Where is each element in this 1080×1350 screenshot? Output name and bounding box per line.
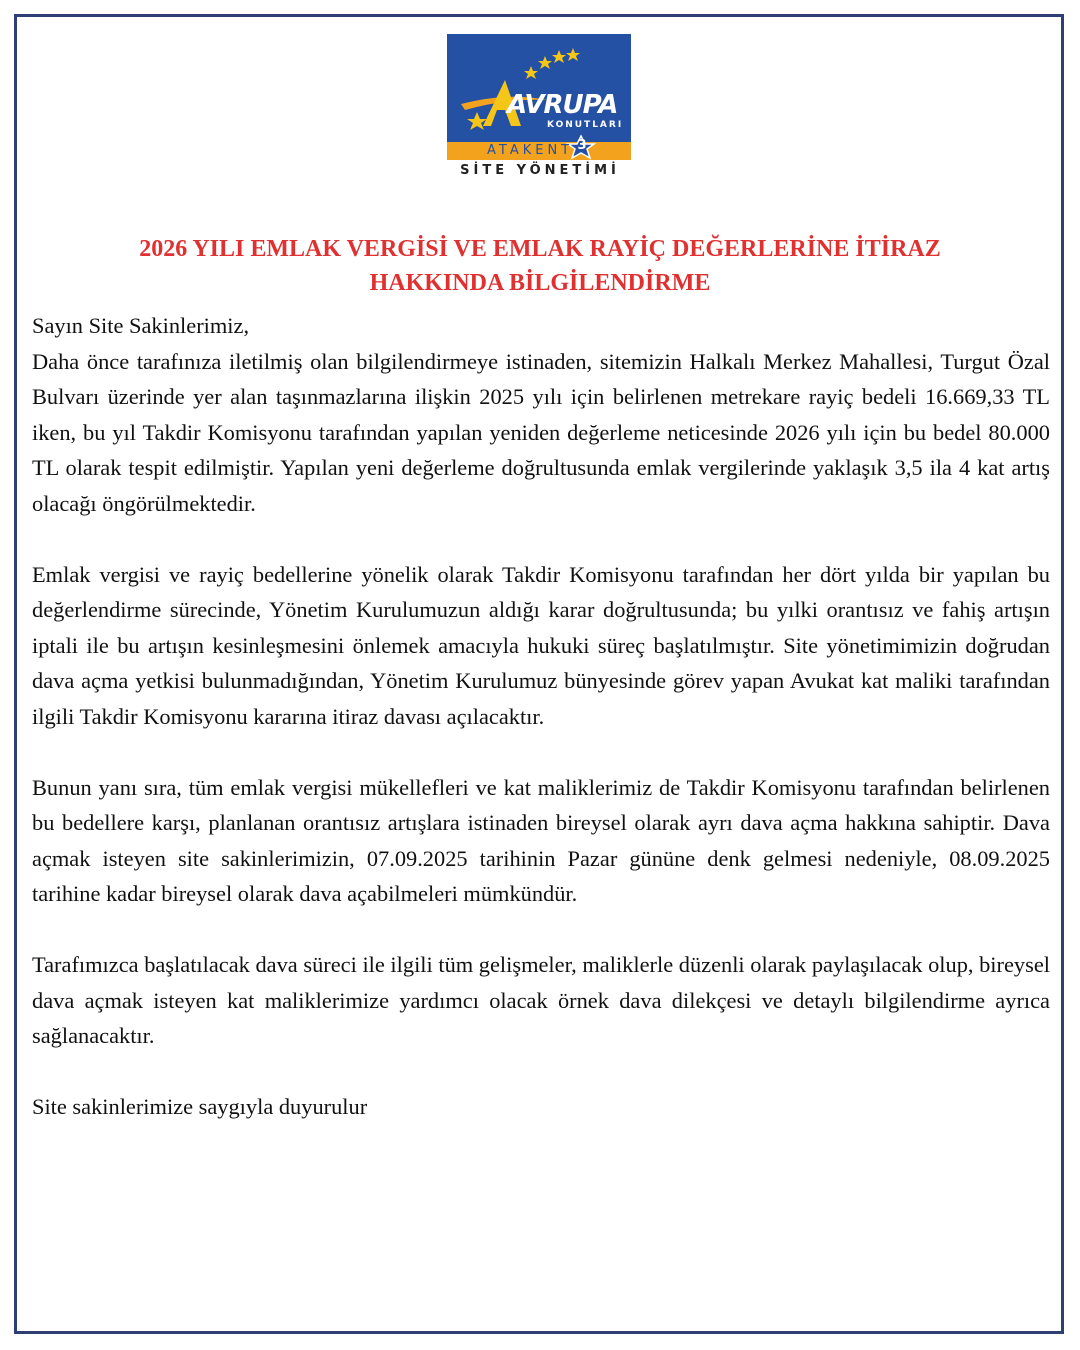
paragraph-1: Daha önce tarafınıza iletilmiş olan bilgilendirmeye istinaden, sitemizin Halkalı Merkez Mahallesi, Turgut Özal Bulvarı üzerinde yer alan taşınmazlarına ilişkin 2025 yılı için belirlenen metrekare rayiç bedeli 16.669,33 TL iken, bu yıl Takdir Komisyonu tarafından yapılan yeniden değerleme neticesinde 2026 yılı için bu bedel 80.000 TL olarak tespit edilmiştir. Yapılan yeni değerleme doğrultusunda emlak vergilerinde yaklaşık 3,5 ila 4 kat artış olacağı öngörülmektedir.	[32, 348, 1050, 516]
title-line-1: 2026 YILI EMLAK VERGİSİ VE EMLAK RAYİÇ DEĞERLERİNE İTİRAZ	[139, 236, 941, 262]
paragraph-4: Tarafımızca başlatılacak dava süreci ile ilgili tüm gelişmeler, maliklerle düzenli olarak paylaşılacak olup, bireysel dava açmak isteyen kat maliklerimize yardımcı olacak örnek dava dilekçesi ve detaylı bilgilendirme ayrıca sağlanacaktır.	[32, 952, 1050, 1048]
logo-caption: SİTE YÖNETİMİ	[460, 163, 620, 178]
document-body	[32, 308, 1050, 1125]
closing-line: Site sakinlerimize saygıyla duyurulur	[32, 1094, 368, 1119]
logo-number-text: 3	[577, 138, 587, 153]
title-line-2: HAKKINDA BİLGİLENDİRME	[369, 270, 711, 296]
logo-brand-text: AVRUPA	[507, 90, 618, 120]
avrupa-konutlari-logo	[447, 34, 631, 160]
paragraph-3: Bunun yanı sıra, tüm emlak vergisi mükellefleri ve kat maliklerimiz de Takdir Komisyonu tarafından belirlenen bu bedellere karşı, planlanan orantısız artışlara istinaden bireysel olarak ayrı dava açma hakkına sahiptir. Dava açmak isteyen site sakinlerimizin, 07.09.2025 tarihinin Pazar gününe denk gelmesi nedeniyle, 08.09.2025 tarihine kadar bireysel olarak dava açabilmeleri mümkündür.	[32, 774, 1050, 906]
logo-sub-text: KONUTLARI	[547, 120, 624, 130]
greeting: Sayın Site Sakinlerimiz,	[32, 313, 250, 338]
document-title	[40, 232, 1040, 300]
logo-atakent-text: ATAKENT	[487, 143, 574, 158]
paragraph-2: Emlak vergisi ve rayiç bedellerine yönelik olarak Takdir Komisyonu tarafından her dört yılda bir yapılan bu değerlendirme sürecinde, Yönetim Kurulumuzun aldığı karar doğrultusunda; bu yılki orantısız ve fahiş artışın iptali ile bu artışın kesinleşmesini önlemek amacıyla hukuki süreç başlatılmıştır. Site yönetimimizin doğrudan dava açma yetkisi bulunmadığından, Yönetim Kurulumuz bünyesinde görev yapan Avukat kat maliki tarafından ilgili Takdir Komisyonu kararına itiraz davası açılacaktır.	[32, 561, 1050, 729]
